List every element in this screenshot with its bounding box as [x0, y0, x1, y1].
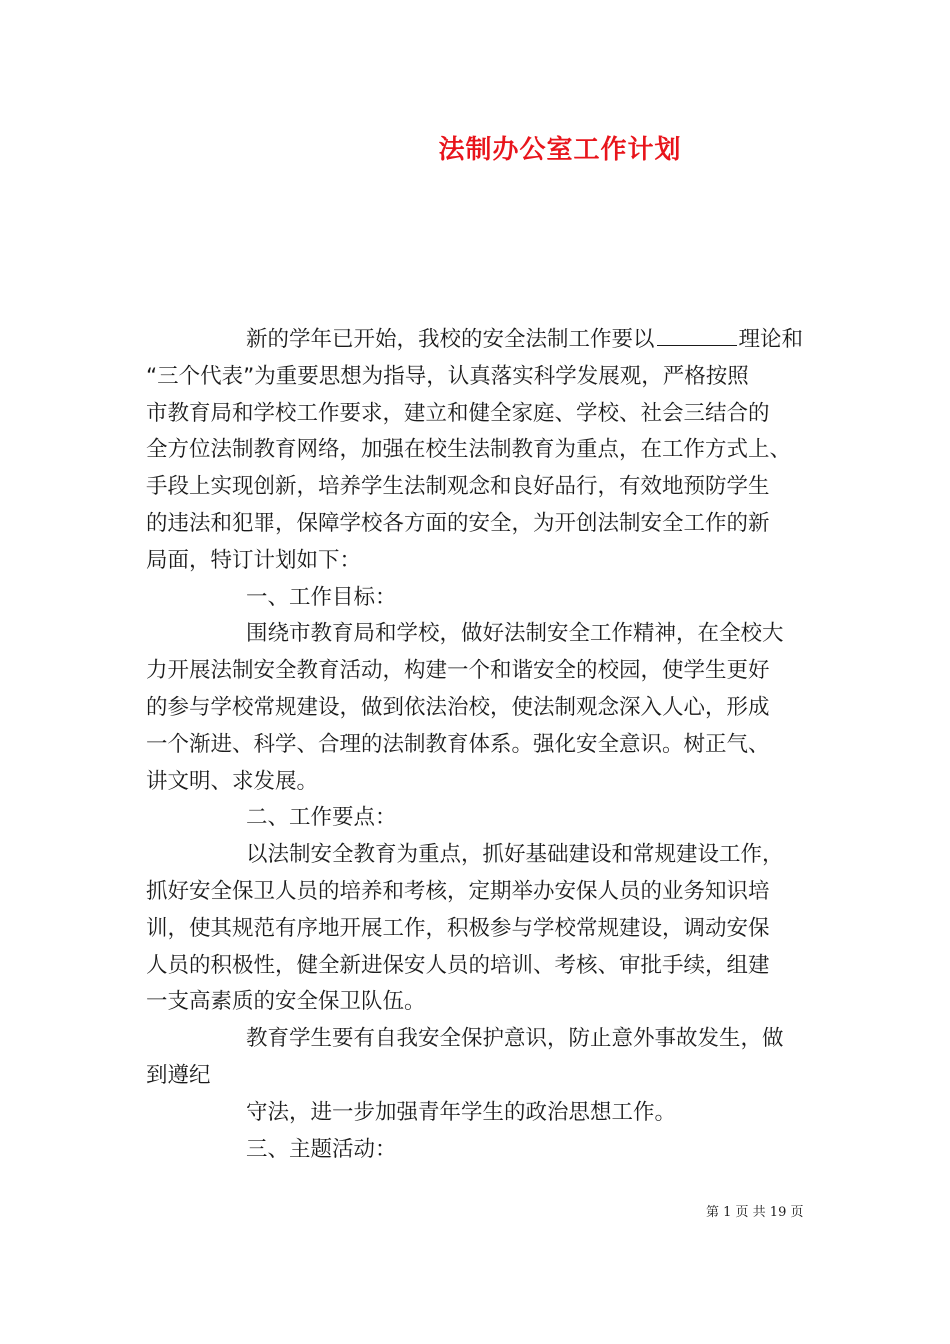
intro-line-3: 市教育局和学校工作要求，建立和健全家庭、学校、社会三结合的 [146, 400, 770, 426]
section-heading-key-points: 二、工作要点： [246, 805, 397, 831]
key-points-line-4: 人员的积极性，健全新进保安人员的培训、考核、审批手续，组建 [146, 952, 770, 978]
key-points-line-2: 抓好安全保卫人员的培养和考核，定期举办安保人员的业务知识培 [146, 878, 770, 904]
goals-line-5: 讲文明、求发展。 [146, 768, 319, 794]
document-title: 法制办公室工作计划 [438, 135, 682, 165]
intro-line-2: “三个代表”为重要思想为指导，认真落实科学发展观，严格按照 [146, 363, 749, 389]
goals-line-4: 一个渐进、科学、合理的法制教育体系。强化安全意识。树正气、 [146, 731, 770, 757]
intro-line-7: 局面，特订计划如下： [146, 547, 362, 573]
section-heading-goals: 一、工作目标： [246, 584, 397, 610]
key-points-line-3: 训，使其规范有序地开展工作，积极参与学校常规建设，调动安保 [146, 915, 770, 941]
section-heading-theme-activities: 三、主题活动： [246, 1136, 397, 1162]
intro-line-6: 的违法和犯罪，保障学校各方面的安全，为开创法制安全工作的新 [146, 510, 770, 536]
intro-line-1 [146, 322, 826, 359]
intro-line-5: 手段上实现创新，培养学生法制观念和良好品行，有效地预防学生 [146, 474, 770, 500]
key-points-para2-line-1: 教育学生要有自我安全保护意识，防止意外事故发生，做 [246, 1026, 784, 1052]
goals-line-2: 力开展法制安全教育活动，构建一个和谐安全的校园，使学生更好 [146, 658, 770, 684]
key-points-para2-line-2: 到遵纪 [146, 1062, 211, 1088]
goals-line-3: 的参与学校常规建设，做到依法治校，使法制观念深入人心，形成 [146, 694, 770, 720]
key-points-line-1: 以法制安全教育为重点，抓好基础建设和常规建设工作， [246, 842, 784, 868]
key-points-para3-line-1: 守法，进一步加强青年学生的政治思想工作。 [246, 1099, 677, 1125]
fill-in-blank [657, 323, 737, 346]
key-points-line-5: 一支高素质的安全保卫队伍。 [146, 989, 426, 1015]
intro-line-1-text: 新的学年已开始，我校的安全法制工作要以 [246, 327, 655, 352]
intro-line-1-end: 理论和 [738, 327, 804, 352]
intro-line-4: 全方位法制教育网络，加强在校生法制教育为重点，在工作方式上、 [146, 437, 792, 463]
page-number-footer: 第 1 页 共 19 页 [706, 1205, 804, 1220]
goals-line-1: 围绕市教育局和学校，做好法制安全工作精神，在全校大 [246, 621, 784, 647]
document-body [146, 322, 826, 1168]
